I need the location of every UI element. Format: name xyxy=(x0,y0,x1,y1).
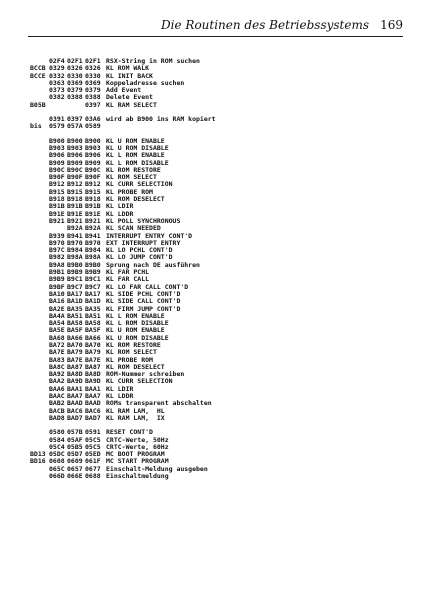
jump-address: BD13 xyxy=(30,450,46,459)
routine-description: KL ROM SELECT xyxy=(106,173,157,182)
address-6128: 0369 xyxy=(85,78,101,87)
address-664: B915 xyxy=(67,187,83,196)
address-464: 0579 xyxy=(49,122,65,131)
jump-address: BCCE xyxy=(30,71,46,80)
routine-description: ROMs transparent abschalten xyxy=(106,399,212,408)
address-664: B98A xyxy=(67,253,83,262)
jump-address xyxy=(30,313,49,320)
address-6128: B90F xyxy=(85,173,101,182)
routine-description: KL L ROM ENABLE xyxy=(106,151,165,160)
jump-address xyxy=(30,262,49,269)
address-6128: BA66 xyxy=(85,333,101,342)
address-464: B906 xyxy=(49,151,65,160)
address-6128: B98A xyxy=(85,253,101,262)
address-464: B91E xyxy=(49,209,65,218)
jump-address xyxy=(30,364,49,371)
address-664: B9C1 xyxy=(67,275,83,284)
address-664: B9B0 xyxy=(67,260,83,269)
address-6128: B909 xyxy=(85,158,101,167)
address-664: BAC6 xyxy=(67,406,83,415)
address-6128: B92A xyxy=(85,224,101,233)
address-6128: 0330 xyxy=(85,71,101,80)
address-464: 0382 xyxy=(49,93,65,102)
address-664: B92A xyxy=(67,224,83,233)
address-6128: B9C7 xyxy=(85,282,101,291)
address-6128: BA9D xyxy=(85,377,101,386)
jump-address: bis xyxy=(30,122,42,131)
address-664: B90F xyxy=(67,173,83,182)
address-664: 05AF xyxy=(67,435,83,444)
address-6128: 03A6 xyxy=(85,115,101,124)
address-6128: 0591 xyxy=(85,428,101,437)
address-664: BA70 xyxy=(67,340,83,349)
routine-description: KL RAM SELECT xyxy=(106,100,157,109)
routine-description: RSX-String in ROM suchen xyxy=(106,57,200,65)
address-464: B909 xyxy=(49,158,65,167)
routine-description: KL LO PCHL CONT'D xyxy=(106,246,173,255)
listing-row xyxy=(30,473,402,480)
address-664: B90C xyxy=(67,165,83,174)
address-6128: BA5F xyxy=(85,326,101,335)
address-664: 057B xyxy=(67,428,83,437)
routine-description: KL POLL SYNCHRONOUS xyxy=(106,216,181,225)
address-664: B9B9 xyxy=(67,268,83,277)
address-464: BA83 xyxy=(49,355,65,364)
jump-address xyxy=(30,174,49,181)
routine-description: RESET CONT'D xyxy=(106,428,153,437)
jump-address xyxy=(30,349,49,356)
jump-address xyxy=(30,160,49,167)
address-6128: BA17 xyxy=(85,289,101,298)
jump-address xyxy=(30,320,49,327)
jump-address xyxy=(30,335,49,342)
address-6128: 0688 xyxy=(85,472,101,481)
address-664: BA87 xyxy=(67,362,83,371)
address-664: 0379 xyxy=(67,86,83,95)
address-6128: BA79 xyxy=(85,348,101,357)
routine-description: KL RAM LAM, IX xyxy=(106,413,165,422)
address-664: BAA1 xyxy=(67,384,83,393)
page-header xyxy=(28,14,403,37)
address-664: BA35 xyxy=(67,304,83,313)
address-664: B9C7 xyxy=(67,282,83,291)
address-664: BA58 xyxy=(67,319,83,328)
address-464: 0329 xyxy=(49,64,65,73)
address-6128: B941 xyxy=(85,231,101,240)
routine-description: KL LDDR xyxy=(106,209,134,218)
address-464: BA16 xyxy=(49,297,65,306)
address-464: BA2E xyxy=(49,304,65,313)
routine-description: KL L ROM ENABLE xyxy=(106,311,165,320)
address-664: BA1D xyxy=(67,297,83,306)
address-664: B900 xyxy=(67,136,83,145)
address-464: B912 xyxy=(49,180,65,189)
address-464: 0363 xyxy=(49,78,65,87)
jump-address xyxy=(30,269,49,276)
address-6128: BAA1 xyxy=(85,384,101,393)
routine-description: Sprung nach DE ausführen xyxy=(106,260,200,269)
address-464: B918 xyxy=(49,195,65,204)
address-464: 05C4 xyxy=(49,442,65,451)
jump-address xyxy=(30,371,49,378)
address-6128: BA35 xyxy=(85,304,101,313)
address-664: 05D7 xyxy=(67,450,83,459)
address-664: B906 xyxy=(67,151,83,160)
jump-address xyxy=(30,152,49,159)
address-464: BAAC xyxy=(49,392,65,401)
jump-address xyxy=(30,87,49,94)
address-464: BAA2 xyxy=(49,377,65,386)
address-6128: BAAD xyxy=(85,399,101,408)
routine-description: MC BOOT PROGRAM xyxy=(106,450,165,459)
jump-address xyxy=(30,466,49,473)
jump-address xyxy=(30,298,49,305)
jump-address xyxy=(30,473,49,480)
address-6128: 0677 xyxy=(85,464,101,473)
jump-address xyxy=(30,240,49,247)
address-6128: 05C5 xyxy=(85,442,101,451)
routine-description: Koppeladresse suchen xyxy=(106,78,185,87)
address-664: BA51 xyxy=(67,311,83,320)
address-464: BA8C xyxy=(49,362,65,371)
address-6128: B903 xyxy=(85,143,101,152)
routine-description: KL U ROM ENABLE xyxy=(106,136,165,145)
jump-address xyxy=(30,211,49,218)
routine-description: KL ROM DESELECT xyxy=(106,195,165,204)
routine-description: KL U ROM DISABLE xyxy=(106,143,169,152)
routine-description: KL SIDE CALL CONT'D xyxy=(106,297,181,306)
address-464: B982 xyxy=(49,253,65,262)
address-664: B918 xyxy=(67,195,83,204)
address-464: B903 xyxy=(49,143,65,152)
address-464: B939 xyxy=(49,231,65,240)
routine-description: KL PROBE ROM xyxy=(106,187,153,196)
address-664: BAD7 xyxy=(67,413,83,422)
address-6128: 05ED xyxy=(85,450,101,459)
address-664: 0657 xyxy=(67,464,83,473)
address-664: B91B xyxy=(67,202,83,211)
jump-address xyxy=(30,189,49,196)
address-464: BA5E xyxy=(49,326,65,335)
address-664: 02F1 xyxy=(67,57,83,65)
address-464: B9B9 xyxy=(49,275,65,284)
routine-description xyxy=(106,123,402,130)
address-6128: BA70 xyxy=(85,340,101,349)
address-464: 066D xyxy=(49,472,65,481)
address-664: BA17 xyxy=(67,289,83,298)
routine-description: KL ROM SELECT xyxy=(106,348,157,357)
address-6128: B918 xyxy=(85,195,101,204)
listing-row xyxy=(30,123,402,130)
routine-description: KL LO JUMP CONT'D xyxy=(106,253,173,262)
address-664: B909 xyxy=(67,158,83,167)
routine-description: KL LDIR xyxy=(106,202,134,211)
routine-description: KL SCAN NEEDED xyxy=(106,224,161,233)
routine-description: KL LDDR xyxy=(106,392,134,401)
page-number: 169 xyxy=(380,18,403,32)
address-464 xyxy=(49,102,67,109)
routine-description: KL FAR CALL xyxy=(106,275,150,284)
routine-description: CRTC-Werte, 60Hz xyxy=(106,442,169,451)
jump-address xyxy=(30,196,49,203)
jump-address xyxy=(30,254,49,261)
routine-description: KL SIDE PCHL CONT'D xyxy=(106,289,181,298)
address-6128: B9B0 xyxy=(85,260,101,269)
routine-description: KL L ROM DISABLE xyxy=(106,158,169,167)
jump-address: BD16 xyxy=(30,457,46,466)
address-664: B921 xyxy=(67,216,83,225)
routine-description: KL U ROM ENABLE xyxy=(106,326,165,335)
address-6128: BA58 xyxy=(85,319,101,328)
address-464: B9B1 xyxy=(49,268,65,277)
address-664: 057A xyxy=(67,122,83,131)
listing-row xyxy=(30,415,402,422)
address-664: B903 xyxy=(67,143,83,152)
address-464: B921 xyxy=(49,216,65,225)
jump-address xyxy=(30,393,49,400)
routine-description: KL LO FAR CALL CONT'D xyxy=(106,282,189,291)
address-464: BAB2 xyxy=(49,399,65,408)
address-664: BA7E xyxy=(67,355,83,364)
address-6128: BA8D xyxy=(85,370,101,379)
address-464: B9A8 xyxy=(49,260,65,269)
address-664: 0609 xyxy=(67,457,83,466)
routine-description: KL ROM DESELECT xyxy=(106,362,165,371)
jump-address xyxy=(30,218,49,225)
jump-address xyxy=(30,306,49,313)
jump-address xyxy=(30,408,49,415)
address-6128: 061F xyxy=(85,457,101,466)
routine-description: KL ROM RESTORE xyxy=(106,340,161,349)
address-464: B90F xyxy=(49,173,65,182)
address-664: 0369 xyxy=(67,78,83,87)
address-464: B97C xyxy=(49,246,65,255)
routine-description: KL U ROM DISABLE xyxy=(106,333,169,342)
jump-address xyxy=(30,80,49,87)
routine-description: ROM-Nummer schreiben xyxy=(106,370,185,379)
routine-description: CRTC-Werte, 50Hz xyxy=(106,435,169,444)
routine-description: MC START PROGRAM xyxy=(106,457,169,466)
jump-address xyxy=(30,429,49,436)
address-464: 0391 xyxy=(49,115,65,124)
jump-address xyxy=(30,167,49,174)
routine-description: KL PROBE ROM xyxy=(106,355,153,364)
address-6128: B970 xyxy=(85,238,101,247)
address-6128: B984 xyxy=(85,246,101,255)
address-664: BA66 xyxy=(67,333,83,342)
jump-address xyxy=(30,181,49,188)
jump-address xyxy=(30,225,49,232)
jump-address xyxy=(30,327,49,334)
address-6128: BA1D xyxy=(85,297,101,306)
routine-description: wird ab B900 ins RAM kopiert xyxy=(106,115,216,124)
address-6128: BA7E xyxy=(85,355,101,364)
address-6128: BAC6 xyxy=(85,406,101,415)
jump-address xyxy=(30,415,49,422)
address-464: BAD8 xyxy=(49,413,65,422)
address-464: BA54 xyxy=(49,319,65,328)
jump-address xyxy=(30,386,49,393)
address-464: BAA6 xyxy=(49,384,65,393)
address-6128: 0379 xyxy=(85,86,101,95)
address-464: 065C xyxy=(49,464,65,473)
address-464: 0332 xyxy=(49,71,65,80)
address-6128: B9C1 xyxy=(85,275,101,284)
routine-description: KL RAM LAM, HL xyxy=(106,406,165,415)
address-464: BA92 xyxy=(49,370,65,379)
address-664: B941 xyxy=(67,231,83,240)
address-664: B984 xyxy=(67,246,83,255)
address-664: BA9D xyxy=(67,377,83,386)
jump-address xyxy=(30,437,49,444)
address-464: B900 xyxy=(49,136,65,145)
routine-description: INTERRUPT ENTRY CONT'D xyxy=(106,231,193,240)
address-664: BA79 xyxy=(67,348,83,357)
routine-description: Einschalt-Meldung ausgeben xyxy=(106,464,208,473)
jump-address xyxy=(30,284,49,291)
address-6128: B9B9 xyxy=(85,268,101,277)
address-464: 0580 xyxy=(49,428,65,437)
address-6128: 05C5 xyxy=(85,435,101,444)
address-6128: 0388 xyxy=(85,93,101,102)
routine-description: EXT INTERRUPT ENTRY xyxy=(106,238,181,247)
jump-address xyxy=(30,378,49,385)
address-6128: BA51 xyxy=(85,311,101,320)
address-664: 0326 xyxy=(67,64,83,73)
address-464: BA10 xyxy=(49,289,65,298)
address-6128: B915 xyxy=(85,187,101,196)
address-464: B91B xyxy=(49,202,65,211)
address-464: BA7E xyxy=(49,348,65,357)
address-464: 0373 xyxy=(49,86,65,95)
routine-description: KL LDIR xyxy=(106,384,134,393)
address-464: BA72 xyxy=(49,340,65,349)
address-6128: B912 xyxy=(85,180,101,189)
routine-description: KL FAR PCHL xyxy=(106,268,150,277)
routine-description: KL ROM RESTORE xyxy=(106,165,161,174)
jump-address xyxy=(30,276,49,283)
address-464: 0608 xyxy=(49,457,65,466)
routine-description: KL CURR SELECTION xyxy=(106,180,173,189)
address-464: BA68 xyxy=(49,333,65,342)
address-6128: 02F1 xyxy=(85,57,101,65)
address-664: B970 xyxy=(67,238,83,247)
address-464: B970 xyxy=(49,238,65,247)
address-664: 0397 xyxy=(67,115,83,124)
routine-description: KL CURR SELECTION xyxy=(106,377,173,386)
jump-address xyxy=(30,203,49,210)
address-664: BAA7 xyxy=(67,392,83,401)
address-6128: BA87 xyxy=(85,362,101,371)
address-6128: 0589 xyxy=(85,122,101,131)
address-6128: B91E xyxy=(85,209,101,218)
address-6128: BAA7 xyxy=(85,392,101,401)
address-664: BA5F xyxy=(67,326,83,335)
routine-description: KL INIT BACK xyxy=(106,71,153,80)
jump-address: BCCB xyxy=(30,64,46,73)
address-listing xyxy=(30,58,402,480)
running-title: Die Routinen des Betriebssystems xyxy=(161,18,369,32)
routine-description: KL L ROM DISABLE xyxy=(106,319,169,328)
address-664: 0388 xyxy=(67,93,83,102)
address-6128: B91B xyxy=(85,202,101,211)
address-664: BAAD xyxy=(67,399,83,408)
address-664: BA8D xyxy=(67,370,83,379)
jump-address: B05B xyxy=(30,100,46,109)
address-464: 0584 xyxy=(49,435,65,444)
address-6128: 0326 xyxy=(85,64,101,73)
address-464: BA4A xyxy=(49,311,65,320)
routine-description: Einschaltmeldung xyxy=(106,472,169,481)
routine-description: KL FIRM JUMP CONT'D xyxy=(106,304,181,313)
jump-address xyxy=(30,247,49,254)
address-464: B9BF xyxy=(49,282,65,291)
routine-description: Add Event xyxy=(106,86,142,95)
jump-address xyxy=(30,400,49,407)
address-664: B912 xyxy=(67,180,83,189)
address-6128: 0397 xyxy=(85,100,101,109)
jump-address xyxy=(30,233,49,240)
jump-address xyxy=(30,342,49,349)
jump-address xyxy=(30,291,49,298)
address-6128: B90C xyxy=(85,165,101,174)
address-664 xyxy=(67,102,85,109)
address-6128: BAD7 xyxy=(85,413,101,422)
address-664: B91E xyxy=(67,209,83,218)
address-6128: B921 xyxy=(85,216,101,225)
jump-address xyxy=(30,138,49,145)
jump-address xyxy=(30,145,49,152)
listing-row xyxy=(30,102,402,109)
address-464: B90C xyxy=(49,165,65,174)
routine-description: KL ROM WALK xyxy=(106,64,150,73)
address-464: BACB xyxy=(49,406,65,415)
address-464: 02F4 xyxy=(49,57,65,65)
address-6128: B906 xyxy=(85,151,101,160)
address-464: B915 xyxy=(49,187,65,196)
routine-description: Delete Event xyxy=(106,93,153,102)
address-6128: B900 xyxy=(85,136,101,145)
jump-address xyxy=(30,357,49,364)
address-664: 05B5 xyxy=(67,442,83,451)
address-464: 05DC xyxy=(49,450,65,459)
address-664: 066E xyxy=(67,472,83,481)
address-664: 0330 xyxy=(67,71,83,80)
